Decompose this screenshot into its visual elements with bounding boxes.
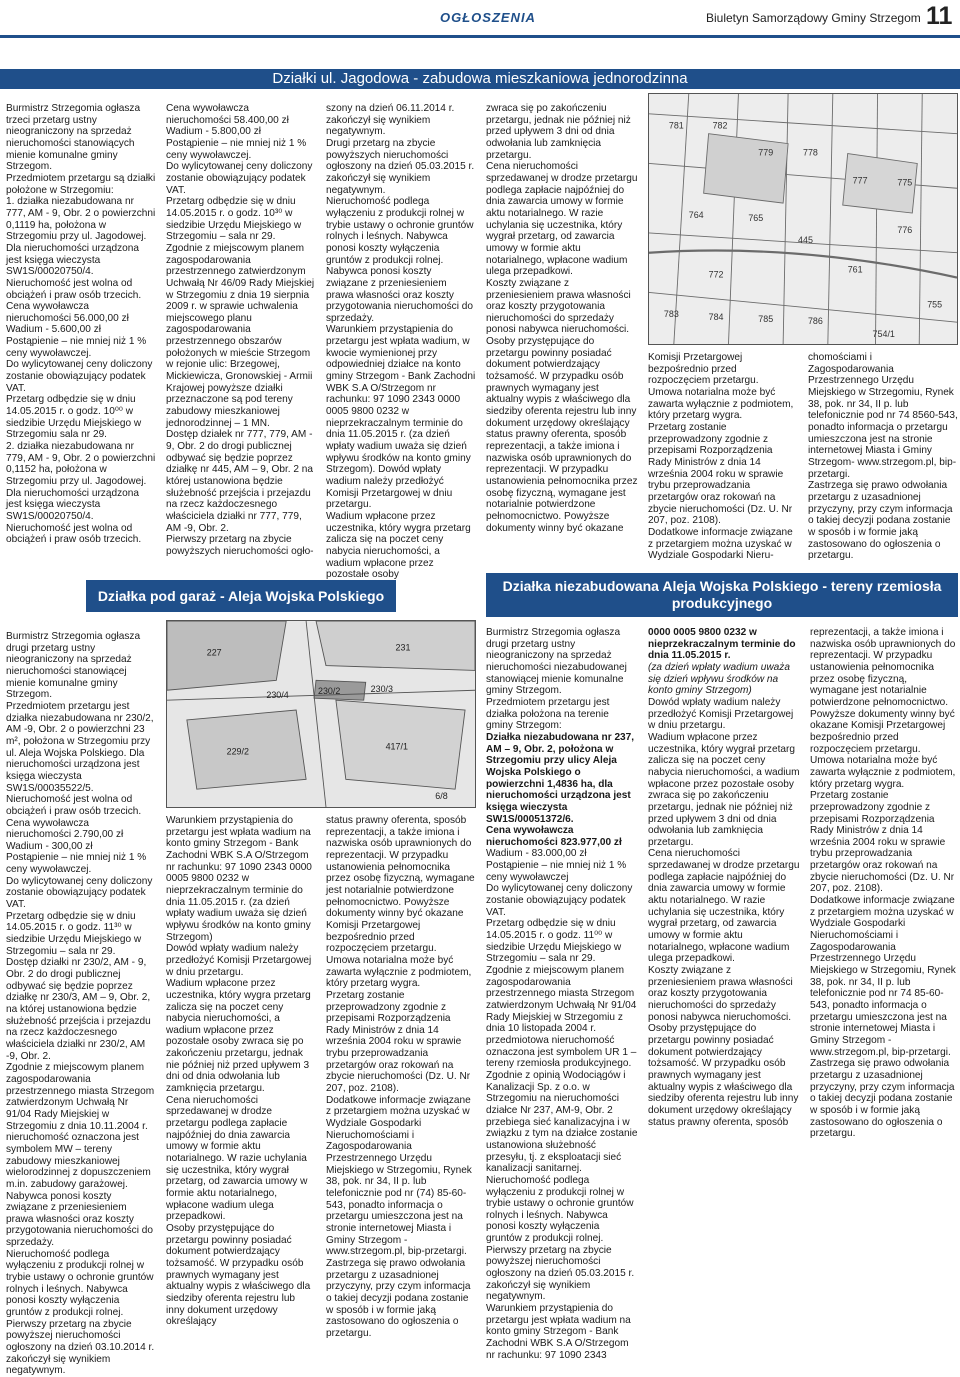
paragraph: Drugi przetarg na zbycie powyższych nieruchomości ogłoszony na dzień 05.03.2015 r. zakończył się wynikiem negatywnym.	[326, 137, 475, 196]
paragraph: Dodatkowe informacje związane z przetargiem można uzyskać w Wydziale Gospodarki Nieru-	[648, 526, 793, 562]
paragraph: Pierwszy przetarg na zbycie powyższej nieruchomości ogłoszony na dzień 05.03.2015 r. zakończył się wynikiem negatywnym.	[486, 1244, 635, 1303]
paragraph: Zgodnie z miejscowym planem zagospodarowania przestrzennego miasta Strzegom zatwierdzonym Uchwałą Nr 91/04 Rady Miejskiej w Strzegomiu z dnia 10.11.2004 r. nieruchomość oznaczona jest symbolem MW – tereny zabudowy mieszkaniowej wielorodzinnej z dopuszczeniem m.in. zabudowy garażowej.	[6, 1062, 155, 1190]
paragraph: Wadium wpłacone przez uczestnika, który wygra przetarg zalicza się na poczet ceny nabycia nieruchomości, a wadium wpłacone przez pozostałe osoby	[326, 510, 471, 581]
paragraph: Pierwszy przetarg na zbycie powyższych nieruchomości ogło-	[166, 534, 314, 557]
plot-label: 778	[803, 147, 818, 158]
plot-label: 230/3	[370, 684, 394, 695]
paragraph: Zastrzega się prawo odwołania przetargu z uzasadnionej przyczyny, przy czym informacja o takiej decyzji podana zostanie w sposób i w formie jaką zastosowano do ogłoszenia o przetargu.	[326, 1257, 471, 1339]
site-map-drawing	[649, 94, 957, 344]
paragraph: Cena wywoławcza nieruchomości 56.000,00 zł	[6, 301, 129, 324]
paragraph: Wadium - 300,00 zł	[6, 840, 93, 852]
paragraph: Zgodnie z opinią Wodociągów i Kanalizacji Sp. z o.o. w Strzegomiu na nieruchomości działce Nr 237, AM-9, Obr. 2 przebiega sieć kanalizacyjna i w związku z tym na działce zostanie ustanowiona służebność przesyłu, tj. z eksploatacji sieć kanalizacji sanitarnej.	[486, 1069, 638, 1175]
paragraph: Postąpienie – nie mniej niż 1 % ceny wywoławczej	[486, 860, 627, 883]
paragraph: 2. działka niezabudowana nr 779, AM - 9, Obr. 2 o powierzchni 0,1152 ha, położona w Strzegomiu przy ul. Jagodowej. Dla nieruchomości urządzona jest księga wieczysta SW1S/00020750/4. Nieruchomość jest wolna od obciążeń i praw osób trzecich.	[6, 441, 156, 546]
paragraph: Umowa notarialna może być zawarta wyłącznie z podmiotem, który przetarg wygra.	[326, 954, 472, 990]
paragraph: Cena wywoławcza nieruchomości 823.977,00 zł	[486, 825, 622, 848]
paragraph: Dodatkowe informacje związane z przetargiem można uzyskać w Wydziale Gospodarki Nieruchomościami i Zagospodarowania Przestrzennego Urzędu Miejskiego w Strzegomiu, Rynek 38, pok. nr 34, II p. lub telefonicznie pod nr (74) 85-60-543, ponadto informacja o przetargu umieszczona jest na stronie internetowej Miasta i Gminy Strzegom - www.strzegom.pl, bip-przetargi.	[326, 1094, 472, 1258]
sec3-column-1	[486, 627, 638, 1361]
sec1-column-4	[486, 103, 638, 560]
sec1-column-2	[166, 103, 316, 560]
plot-label: 445	[798, 234, 813, 245]
sec3-column-2	[648, 627, 800, 1321]
paragraph: Przedmiotem przetargu jest działka niezabudowana nr 230/2, AM -9, Obr. 2 o powierzchni 23 m², położona w Strzegomiu przy ul. Aleja Wojska Polskiego. Dla nieruchomości urządzona jest księga wieczysta SW1S/00035522/5. Nieruchomość jest wolna od obciążeń i praw osób trzecich.	[6, 700, 154, 817]
paragraph: Postąpienie – nie mniej niż 1 % ceny wywoławczej.	[6, 336, 147, 359]
paragraph: Umowa notarialna może być zawarta wyłącznie z podmiotem, który przetarg wygra.	[648, 386, 794, 422]
section-label: OGŁOSZENIA	[440, 10, 536, 25]
paragraph: Przetarg zostanie przeprowadzony zgodnie z przepisami Rozporządzenia Rady Ministrów z dnia 14 września 2004 roku w sprawie trybu przeprowadzania przetargów oraz rokowań na zbycie nieruchomości (Dz. U. Nr 207, poz. 2108).	[326, 989, 471, 1095]
paragraph: Cena nieruchomości sprzedawanej w drodze przetargu podlega zapłacie najpóźniej do dnia zawarcia umowy w formie aktu notarialnego. W razie uchylania się uczestnika, który wygrał przetarg, od zawarcia umowy w formie aktu notarialnego, wpłacone wadium ulega przepadkowi.	[648, 848, 800, 965]
paragraph: Warunkiem przystąpienia do przetargu jest wpłata wadium, w kwocie wymienionej przy odpowiedniej działce na konto gminy Strzegom - Bank Zachodni WBK S.A O/Strzegom nr rachunku: 97 1090 2343 0000 0005 9800 0232 w nieprzekraczalnym terminie do dnia 11.05.2015 r. (za dzień wpłaty wadium uważa się dzień wpływu środków na konto gminy Strzegom). Dowód wpłaty wadium należy przedłożyć Komisji Przetargowej w dniu przetargu.	[326, 324, 476, 511]
paragraph: Przetarg odbędzie się w dniu 14.05.2015 r. o godz. 11⁰⁰ w siedzibie Urzędu Miejskiego w Strzegomiu – sala nr 29.	[486, 918, 622, 965]
sec1-column-3	[326, 103, 476, 581]
paragraph: Koszty związane z przeniesieniem prawa własności oraz koszty przygotowania nieruchomości do sprzedaży ponosi nabywca nieruchomości.	[486, 277, 631, 336]
sec2-column-2	[166, 815, 316, 1328]
sec1-column-6	[808, 352, 958, 560]
sec2-column-1	[6, 631, 156, 1377]
plot-label: 230/2	[318, 686, 341, 697]
page-number: 11	[926, 2, 953, 30]
plot-label: 761	[847, 264, 863, 275]
plot-label: 786	[807, 316, 823, 327]
paragraph: Cena wywoławcza nieruchomości 2.790,00 zł	[6, 817, 124, 841]
paragraph: Nieruchomość podlega wyłączeniu z produkcji rolnej w trybie ustawy o ochronie gruntów rolnych i leśnych. Nabywca ponosi koszty wyłączenia gruntów z produkcji rolnej.	[326, 196, 474, 266]
plot-label: 772	[708, 269, 724, 280]
paragraph: Do wylicytowanej ceny doliczony zostanie obowiązujący podatek VAT.	[6, 875, 153, 911]
paragraph: Cena nieruchomości sprzedawanej w drodze przetargu podlega zapłacie najpóźniej do dnia zawarcia umowy w formie aktu notarialnego. W razie uchylania się uczestnika, który wygrał przetarg, od zawarcia umowy w formie aktu notarialnego, wpłacone wadium ulega przepadkowi.	[166, 1094, 308, 1223]
plot-label: 229/2	[226, 746, 249, 757]
paragraph: Nieruchomość podlega wyłączeniu z produkcji rolnej w trybie ustawy o ochronie gruntów rolnych i leśnych. Nabywca ponosi koszty wyłączenia gruntów z produkcji rolnej.	[486, 1174, 634, 1245]
paragraph: Zgodnie z miejscowym planem zagospodarowania przestrzennego zatwierdzonym Uchwałą Nr 46/09 Rady Miejskiej w Strzegomiu z dnia 19 sierpnia 2009 r. w sprawie uchwalenia miejscowego planu zagospodarowania przestrzennego obszarów położonych w mieście Strzegom w rejonie ulic: Brzegowej, Mickiewicza, Gronowskiej - Armii Krajowej powyższe działki przeznaczone są pod tereny zabudowy mieszkaniowej jednorodzinnej – 1 MN.	[166, 242, 315, 429]
site-map-garage	[166, 620, 476, 808]
plot-label: 782	[712, 120, 728, 131]
plot-label: 775	[897, 177, 913, 188]
paragraph: Do wylicytowanej ceny doliczony zostanie obowiązujący podatek VAT.	[166, 161, 313, 196]
section-1-title: Działki ul. Jagodowa - zabudowa mieszkaniowa jednorodzinna	[0, 69, 960, 89]
paragraph: Osoby przystępujące do przetargu powinny posiadać dokument potwierdzający tożsamość. W przypadku osób prawnych wymagany jest aktualny wypis z właściwego dla siedziby oferenta rejestru lub inny dokument urzędowy określający status prawny oferenta, sposób	[648, 1023, 799, 1128]
paragraph: Dodatkowe informacje związane z przetargiem można uzyskać w Wydziale Gospodarki Nieruchomościami i Zagospodarowania Przestrzennego Urzędu Miejskiego w Strzegomiu, Rynek 38, pok. nr 34, II p. lub telefonicznie pod nr 74 85-60-543, ponadto informacja o przetargu umieszczona jest na stronie internetowej Miasta i Gminy Strzegom - www.strzegom.pl, bip-przetargi.	[810, 895, 956, 1058]
site-map-drawing	[167, 621, 475, 807]
paragraph: Osoby przystępujące do przetargu powinny posiadać dokument potwierdzający tożsamość. W przypadku osób prawnych wymagany jest aktualny wypis z właściwego dla siedziby oferenta rejestru lub inny dokument urzędowy określający	[166, 1222, 311, 1328]
paragraph: Zgodnie z miejscowym planem zagospodarowania przestrzennego miasta Strzegom zatwierdzonym Uchwałą Nr 91/04 Rady Miejskiej w Strzegomiu z dnia 10 listopada 2004 r. przedmiotowa nieruchomość oznaczona jest symbolem UR 1 – tereny rzemiosła produkcyjnego.	[486, 965, 637, 1070]
paragraph: Nieruchomość podlega wyłączeniu z produkcji rolnej w trybie ustawy o ochronie gruntów rolnych i leśnych. Nabywca ponosi koszty wyłączenia gruntów z produkcji rolnej.	[6, 1248, 154, 1319]
paragraph: Do wylicytowanej ceny doliczony zostanie obowiązujący podatek VAT.	[6, 359, 153, 394]
paragraph: Zastrzega się prawo odwołania przetargu z uzasadnionej przyczyny, przy czym informacja o takiej decyzji podana zostanie w sposób i w formie jaką zastosowano do ogłoszenia o przetargu.	[808, 480, 953, 562]
paragraph: 1. działka niezabudowana nr 777, AM - 9, Obr. 2 o powierzchni 0,1119 ha, położona w Strzegomiu przy ul. Jagodowej. Dla nieruchomości urządzona jest księga wieczysta SW1S/00020750/4. Nieruchomość jest wolna od obciążeń i praw osób trzecich.	[6, 196, 156, 301]
plot-label: 755	[927, 299, 943, 310]
sec1-column-1	[6, 103, 156, 560]
paragraph: Burmistrz Strzegomia ogłasza drugi przetarg ustny nieograniczony na sprzedaż nieruchomości niezabudowanej stanowiącej mienie komunalne gminy Strzegom.	[486, 627, 627, 697]
paragraph: Przetarg zostanie przeprowadzony zgodnie z przepisami Rozporządzenia Rady Ministrów z dnia 14 września 2004 roku w sprawie trybu przeprowadzania przetargów oraz rokowań na zbycie nieruchomości (Dz. U. Nr 207, poz. 2108).	[810, 790, 955, 895]
paragraph: Przetarg odbędzie się w dniu 14.05.2015 r. o godz. 11³⁰ w siedzibie Urzędu Miejskiego w Strzegomiu – sala nr 29.	[6, 910, 142, 957]
plot-label: 417/1	[385, 741, 408, 752]
paragraph: Osoby przystępujące do przetargu powinny posiadać dokument potwierdzający tożsamość. W przypadku osób prawnych wymagany jest aktualny wypis z właściwego dla siedziby oferenta rejestru lub inny dokument urzędowy określający status prawny oferenta, sposób reprezentacji, a także imiona i nazwiska osób uprawnionych do reprezentacji. W przypadku ustanowienia pełnomocnika przez osobę fizyczną, wymagane jest notarialnie potwierdzone pełnomocnictwo. Powyższe dokumenty winny być okazane	[486, 336, 638, 534]
paragraph: Wadium - 5.800,00 zł	[166, 126, 261, 138]
paragraph: reprezentacji, a także imiona i nazwiska osób uprawnionych do reprezentacji. W przypadku ustanowienia pełnomocnika przez osobę fizyczną, wymagane jest notarialnie potwierdzone pełnomocnictwo. Powyższe dokumenty winny być okazane Komisji Przetargowej bezpośrednio przed rozpoczęciem przetargu.	[810, 627, 956, 755]
paragraph: Warunkiem przystąpienia do przetargu jest wpłata wadium na konto gminy Strzegom - Bank Zachodni WBK S.A O/Strzegom nr rachunku: 97 1090 2343	[486, 1303, 631, 1361]
paragraph: Dostęp działek nr 777, 779, AM - 9, Obr. 2 do drogi publicznej odbywać się będzie poprzez działkę nr 445, AM – 9, Obr. 2 na której ustanowiona będzie służebność przejścia i przejazdu na rzecz każdoczesnego właściciela działki nr 777, 779, AM -9, Obr. 2.	[166, 429, 314, 534]
page-header	[0, 0, 960, 38]
paragraph: Dowód wpłaty wadium należy przedłożyć Komisji Przetargowej w dniu przetargu.	[648, 696, 794, 732]
plot-label: 6/8	[435, 791, 448, 802]
site-map-jagodowa	[648, 93, 958, 345]
plot-label: 764	[688, 210, 704, 221]
paragraph: zwraca się po zakończeniu przetargu, jednak nie później niż przed upływem 3 dni od dnia odwołania lub zamknięcia przetargu.	[486, 103, 631, 161]
paragraph: Przetarg zostanie przeprowadzony zgodnie z przepisami Rozporządzenia Rady Ministrów z dnia 14 września 2004 roku w sprawie trybu przeprowadzania przetargów oraz rokowań na zbycie nieruchomości (Dz. U. Nr 207, poz. 2108).	[648, 421, 793, 527]
plot-label: 777	[852, 175, 868, 186]
paragraph: Postąpienie – nie mniej niż 1 % ceny wywoławczej.	[166, 137, 307, 161]
paragraph: Burmistrz Strzegomia ogłasza drugi przetarg ustny nieograniczony na sprzedaż nieruchomości stanowiącej mienie komunalne gminy Strzegom.	[6, 631, 141, 701]
paragraph: Umowa notarialna może być zawarta wyłącznie z podmiotem, który przetarg wygra.	[810, 755, 956, 790]
paragraph: Działka niezabudowana nr 237, AM – 9, Obr. 2, położona w Strzegomiu przy ulicy Aleja Wojska Polskiego o powierzchni 1,4836 ha, dla nieruchomości urządzona jest księga wieczysta SW1S/00051372/6.	[486, 731, 635, 825]
section-3-title: Działka niezabudowana Aleja Wojska Polskiego - tereny rzemiosła produkcyjnego	[486, 573, 958, 617]
sec2-column-3	[326, 815, 476, 1339]
paragraph: Przedmiotem przetargu jest działka położona na terenie gminy Strzegom:	[486, 696, 610, 732]
paragraph: Przetarg odbędzie się w dniu 14.05.2015 r. o godz. 10⁰⁰ w siedzibie Urzędu Miejskiego w Strzegomiu sala nr 29.	[6, 394, 142, 441]
paragraph: szony na dzień 06.11.2014 r. zakończył się wynikiem negatywnym.	[326, 103, 455, 138]
paragraph: 0000 0005 9800 0232 w nieprzekraczalnym terminie do dnia 11.05.2015 r.	[648, 627, 796, 662]
paragraph: Pierwszy przetarg na zbycie powyższej nieruchomości ogłoszony na dzień 03.10.2014 r. zakończył się wynikiem negatywnym.	[6, 1318, 155, 1377]
publication-title: Biuletyn Samorządowy Gminy Strzegom	[706, 11, 921, 25]
plot-label: 227	[206, 647, 222, 658]
paragraph: Cena nieruchomości sprzedawanej w drodze przetargu podlega zapłacie najpóźniej do dnia zawarcia umowy w formie aktu notarialnego. W razie uchylania się uczestnika, który wygrał przetarg, od zawarcia umowy w formie aktu notarialnego, wpłacone wadium ulega przepadkowi.	[486, 161, 638, 278]
paragraph: Dowód wpłaty wadium należy przedłożyć Komisji Przetargowej w dniu przetargu.	[166, 943, 312, 978]
plot-label: 784	[708, 312, 724, 323]
paragraph: Wadium wpłacone przez uczestnika, który wygrał przetarg zalicza się na poczet ceny nabycia nieruchomości, a wadium wpłacone przez pozostałe osoby zwraca się po zakończeniu przetargu, jednak nie później niż przed upływem 3 dni od dnia odwołania lub zamknięcia przetargu.	[648, 731, 800, 848]
paragraph: Burmistrz Strzegomia ogłasza trzeci przetarg ustny nieograniczony na sprzedaż nieruchomości stanowiących mienie komunalne gminy Strzegom.	[6, 103, 141, 173]
paragraph: Nabywca ponosi koszty związane z przeniesieniem prawa własności oraz koszty przygotowania nieruchomości do sprzedaży.	[326, 266, 474, 324]
plot-label: 231	[395, 642, 411, 653]
paragraph: Postąpienie – nie mniej niż 1 % ceny wywoławczej.	[6, 852, 147, 876]
paragraph: Koszty związane z przeniesieniem prawa własności oraz koszty przygotowania nieruchomości do sprzedaży ponosi nabywca nieruchomości.	[648, 965, 793, 1023]
paragraph: Dostęp działki nr 230/2, AM - 9, Obr. 2 do drogi publicznej odbywać się będzie poprzez działkę nr 230/3, AM – 9, Obr. 2, na której ustanowiona będzie służebność przejścia i przejazdu na rzecz każdoczesnego właściciela działki nr 230/2, AM -9, Obr. 2.	[6, 957, 151, 1062]
sec3-column-3	[810, 627, 958, 1321]
paragraph: chomościami i Zagospodarowania Przestrzennego Urzędu Miejskiego w Strzegomiu, Rynek 38, pok. nr 34, II p. lub telefonicznie pod nr 74 8560-543, ponadto informacja o przetargu umieszczona jest na stronie internetowej Miasta i Gminy Strzegom- www.strzegom.pl, bip-przetargi.	[808, 352, 958, 480]
paragraph: Cena wywoławcza nieruchomości 58.400,00 zł	[166, 103, 289, 126]
paragraph: Warunkiem przystąpienia do przetargu jest wpłata wadium na konto gminy Strzegom - Bank Zachodni WBK S.A O/Strzegom nr rachunku: 97 1090 2343 0000 0005 9800 0232 w nieprzekraczalnym terminie do dnia 11.05.2015 r. (za dzień wpłaty wadium uważa się dzień wpływu środków na konto gminy Strzegom)	[166, 815, 312, 943]
plot-label: 230/4	[266, 690, 289, 701]
paragraph: Przedmiotem przetargu są działki położone w Strzegomiu:	[6, 172, 156, 196]
paragraph: Wadium - 5.600,00 zł	[6, 324, 101, 336]
section-2-title: Działka pod garaż - Aleja Wojska Polskiego	[86, 580, 396, 612]
paragraph: (za dzień wpłaty wadium uważa się dzień wpływu środków na konto gminy Strzegom)	[648, 661, 790, 697]
plot-label: 783	[663, 309, 679, 320]
paragraph: Do wylicytowanej ceny doliczony zostanie obowiązujący podatek VAT.	[486, 883, 633, 918]
plot-label: 785	[758, 314, 774, 325]
paragraph: Komisji Przetargowej bezpośrednio przed rozpoczęciem przetargu.	[648, 352, 759, 387]
paragraph: Wadium wpłacone przez uczestnika, który wygra przetarg zalicza się na poczet ceny nabycia nieruchomości, a wadium wpłacone przez pozostałe osoby zwraca się po zakończeniu przetargu, jednak nie później niż przed upływem 3 dni od dnia odwołania lub zamknięcia przetargu.	[166, 978, 311, 1095]
paragraph: status prawny oferenta, sposób reprezentacji, a także imiona i nazwiska osób uprawnionych do reprezentacji. W przypadku ustanowienia pełnomocnika przez osobę fizyczną, wymagane jest notarialnie potwierdzone pełnomocnictwo. Powyższe dokumenty winny być okazane Komisji Przetargowej bezpośrednio przed rozpoczęciem przetargu.	[326, 815, 475, 955]
plot-label: 765	[748, 212, 764, 223]
plot-label: 754/1	[872, 329, 895, 340]
plot-label: 781	[668, 120, 684, 131]
plot-label: 776	[897, 224, 913, 235]
sec1-column-5	[648, 352, 798, 560]
paragraph: Nabywca ponosi koszty związane z przeniesieniem prawa własności oraz koszty przygotowania nieruchomości do sprzedaży.	[6, 1190, 154, 1249]
plot-label: 779	[758, 147, 774, 158]
paragraph: Przetarg odbędzie się w dniu 14.05.2015 r. o godz. 10³⁰ w siedzibie Urzędu Miejskiego w Strzegomiu – sala nr 29.	[166, 196, 302, 243]
paragraph: Wadium - 83.000,00 zł	[486, 848, 587, 860]
paragraph: Zastrzega się prawo odwołania przetargu z uzasadnionej przyczyny, przy czym informacja o takiej decyzji podana zostanie w sposób i w formie jaką zastosowano do ogłoszenia o przetargu.	[810, 1058, 955, 1140]
